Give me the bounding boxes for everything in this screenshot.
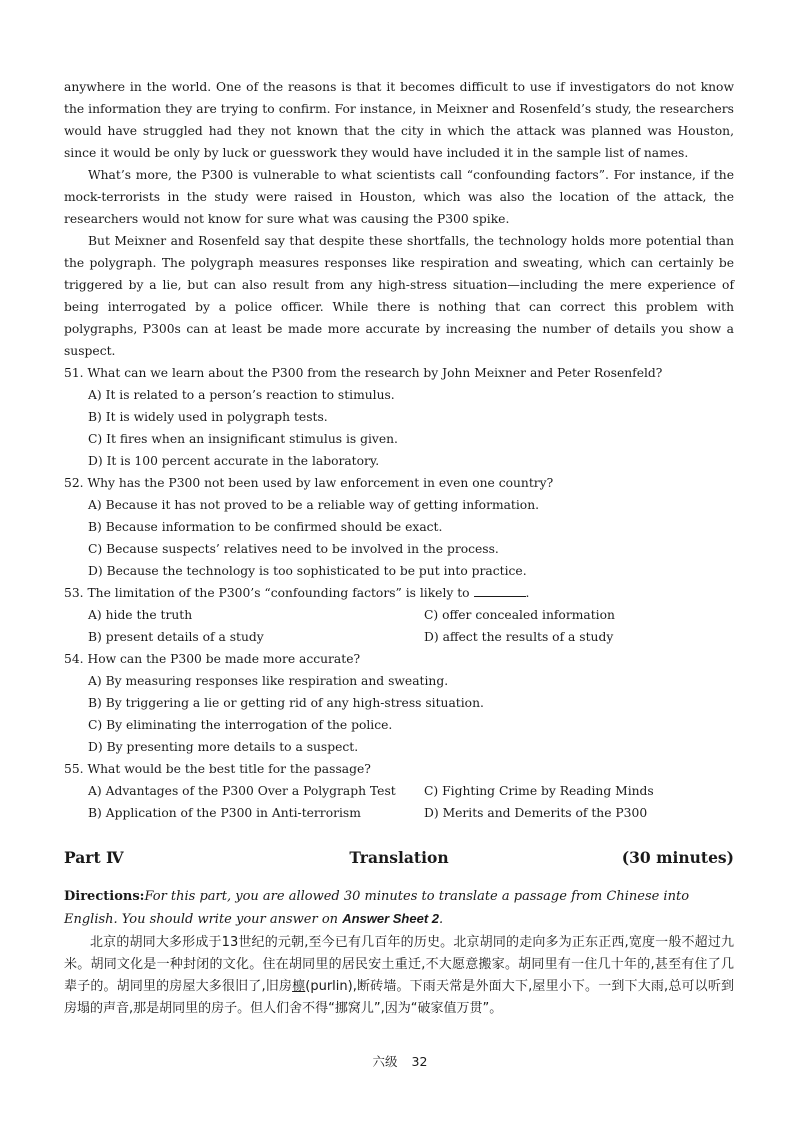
option[interactable]: D) affect the results of a study [424,630,614,644]
question-text: What would be the best title for the passage? [87,762,371,776]
option[interactable]: C) It fires when an insignificant stimulus is given. [88,432,398,446]
option[interactable]: B) It is widely used in polygraph tests. [88,410,328,424]
underlined-term: 檩 [292,979,306,994]
option[interactable]: B) Application of the P300 in Anti-terrorism [88,806,361,820]
chinese-text: 北京的胡同大多形成于13世纪的元朝,至今已有几百年的历史。北京胡同的走向多为正东正西,宽度一般不超过九米。胡同文化是一种封闭的文化。住在胡同里的居民安土重迁,不大愿意搬家。胡同里有一住几十年的,甚至有住了几辈子的。胡同里的房屋大多很旧了,旧房 [64,935,734,994]
option[interactable]: C) Fighting Crime by Reading Minds [424,784,654,798]
directions-end: . [439,912,444,927]
options-list [64,604,734,648]
chinese-text: (purlin),断砖墙。下雨天常是外面大下,屋里小下。一到下大雨,总可以听到房塌的声音,那是胡同里的房子。但人们舍不得“挪窝儿”,因为“破家值万贯”。 [64,979,734,1016]
part-title: Translation [349,848,449,867]
option[interactable]: D) Because the technology is too sophisticated to be put into practice. [88,564,527,578]
directions [64,886,734,931]
question-stem [64,362,734,384]
question-number: 53. [64,586,84,600]
options-list [64,384,734,472]
question-number: 54. [64,652,84,666]
option[interactable]: C) By eliminating the interrogation of the police. [88,718,393,732]
exam-level: 六级 [372,1054,398,1069]
question-number: 52. [64,476,84,490]
answer-sheet-label: Answer Sheet 2 [342,911,440,926]
option[interactable]: C) offer concealed information [424,608,615,622]
question-stem [64,582,734,604]
option[interactable]: A) Advantages of the P300 Over a Polygraph Test [88,784,396,798]
question-stem [64,648,734,670]
page-footer [0,1052,800,1070]
option[interactable]: A) By measuring responses like respiration and sweating. [88,674,449,688]
options-list [64,670,734,758]
question-text: How can the P300 be made more accurate? [87,652,361,666]
question-number: 55. [64,762,84,776]
question-text: The limitation of the P300’s “confounding factors” is likely to [87,586,470,600]
passage-paragraph: anywhere in the world. One of the reasons is that it becomes difficult to use if investigators do not know the information they are trying to confirm. For instance, in Meixner and Rosenfeld’s study, the researchers would have struggled had they not known that the city in which the attack was planned was Houston, since it would be only by luck or guesswork they would have included it in the sample list of names. [64,80,734,160]
options-list [64,494,734,582]
part-label: Part Ⅳ [64,848,124,867]
passage-paragraph: But Meixner and Rosenfeld say that despite these shortfalls, the technology holds more potential than the polygraph. The polygraph measures responses like respiration and sweating, which can certainly be triggered by a lie, but can also result from any high-stress situation—including the mere experience of being interrogated by a police officer. While there is nothing that can correct this problem with polygraphs, P300s can at least be made more accurate by increasing the number of details you show a suspect. [64,234,734,358]
question-text: What can we learn about the P300 from the research by John Meixner and Peter Rosenfeld? [87,366,663,380]
question-stem [64,472,734,494]
question-52 [64,472,734,582]
directions-label: Directions: [64,889,145,904]
part-time: (30 minutes) [621,848,734,867]
option[interactable]: B) By triggering a lie or getting rid of any high-stress situation. [88,696,484,710]
question-54 [64,648,734,758]
option[interactable]: A) Because it has not proved to be a reliable way of getting information. [88,498,540,512]
question-53 [64,582,734,648]
option[interactable]: C) Because suspects’ relatives need to be involved in the process. [88,542,499,556]
directions-text: For this part, you are allowed 30 minutes to translate a passage from Chinese into English. You should write your answer on [64,889,690,927]
question-stem [64,758,734,780]
page-number: 32 [411,1054,428,1069]
option[interactable]: D) It is 100 percent accurate in the laboratory. [88,454,380,468]
question-text-end: . [525,586,530,600]
option[interactable]: A) hide the truth [88,608,193,622]
question-55 [64,758,734,824]
question-51 [64,362,734,472]
question-number: 51. [64,366,84,380]
chinese-passage [64,932,734,1020]
reading-passage [64,76,734,362]
part-four-header [64,846,734,870]
option[interactable]: D) Merits and Demerits of the P300 [424,806,648,820]
options-list [64,780,734,824]
option[interactable]: B) Because information to be confirmed should be exact. [88,520,443,534]
question-text: Why has the P300 not been used by law enforcement in even one country? [87,476,554,490]
option[interactable]: A) It is related to a person’s reaction to stimulus. [88,388,395,402]
option[interactable]: B) present details of a study [88,630,264,644]
option[interactable]: D) By presenting more details to a suspect. [88,740,359,754]
passage-paragraph: What’s more, the P300 is vulnerable to what scientists call “confounding factors”. For instance, if the mock-terrorists in the study were raised in Houston, which was also the location of the attack, the researchers would not know for sure what was causing the P300 spike. [64,168,734,226]
answer-blank [474,586,526,597]
